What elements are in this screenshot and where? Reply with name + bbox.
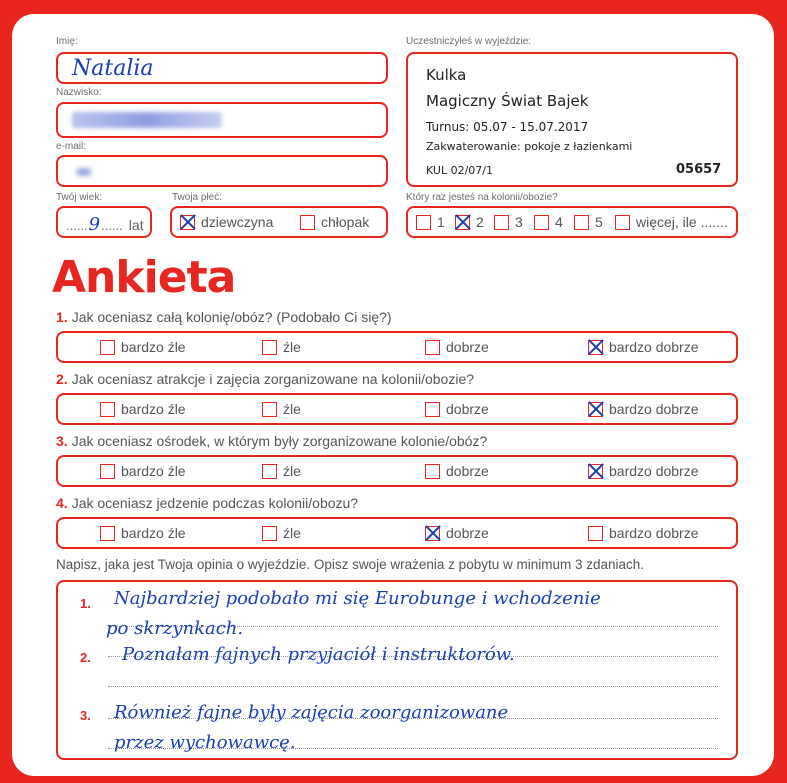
q2-option-1[interactable] xyxy=(100,401,186,417)
age-value: 9 xyxy=(88,214,101,235)
q2-checkbox-4[interactable] xyxy=(588,402,603,417)
question-3-num: 3. xyxy=(56,433,68,449)
answer-2-line-1: Poznałam fajnych przyjaciół i instruktorów. xyxy=(122,644,515,665)
question-4-label: Jak oceniasz jedzenie podczas kolonii/obozu? xyxy=(71,495,359,511)
answer-1-line-1: Najbardziej podobało mi się Eurobunge i wchodzenie xyxy=(114,588,601,609)
question-4-text xyxy=(56,495,358,511)
q3-checkbox-1[interactable] xyxy=(100,464,115,479)
q3-checkbox-2[interactable] xyxy=(262,464,277,479)
gender-option-boy[interactable] xyxy=(300,214,369,230)
q2-checkbox-1[interactable] xyxy=(100,402,115,417)
question-2-text xyxy=(56,371,474,387)
trip-number: 05657 xyxy=(676,162,722,177)
q2-checkbox-2[interactable] xyxy=(262,402,277,417)
question-3-answers xyxy=(56,455,738,487)
checkbox-boy[interactable] xyxy=(300,215,315,230)
q1-option-3-label: dobrze xyxy=(446,339,489,355)
email-field[interactable] xyxy=(56,155,388,187)
opinion-prompt: Napisz, jaka jest Twoja opinia o wyjeździe. Opisz swoje wrażenia z pobytu w minimum 3 zdaniach. xyxy=(56,557,645,572)
opinion-box[interactable] xyxy=(56,580,738,760)
email-label: e-mail: xyxy=(56,141,87,152)
q4-checkbox-4[interactable] xyxy=(588,526,603,541)
turnus-label: Turnus: xyxy=(426,120,470,134)
trip-company: Kulka xyxy=(426,66,467,84)
gender-boy-label: chłopak xyxy=(321,214,370,230)
answer-3-line-1: Również fajne były zajęcia zoorganizowane xyxy=(114,702,509,723)
question-2-answers xyxy=(56,393,738,425)
checkbox-times-3[interactable] xyxy=(494,215,509,230)
accom-label: Zakwaterowanie: xyxy=(426,140,521,153)
question-1-num: 1. xyxy=(56,309,68,325)
q1-checkbox-1[interactable] xyxy=(100,340,115,355)
q3-option-4-label: bardzo dobrze xyxy=(609,463,699,479)
question-2-label: Jak oceniasz atrakcje i zajęcia zorganizowane na kolonii/obozie? xyxy=(71,371,475,387)
times-2-label: 2 xyxy=(476,214,484,230)
times-option-4[interactable] xyxy=(534,214,563,230)
trip-label: Uczestniczyłeś w wyjeździe: xyxy=(406,36,532,47)
times-option-3[interactable] xyxy=(494,214,523,230)
turnus-value: 05.07 - 15.07.2017 xyxy=(473,120,589,134)
trip-info-box xyxy=(406,52,738,187)
question-4-answers xyxy=(56,517,738,549)
q1-option-1-label: bardzo źle xyxy=(121,339,186,355)
age-field[interactable] xyxy=(56,206,152,238)
surname-redacted xyxy=(72,112,222,128)
age-unit: lat xyxy=(128,217,144,233)
survey-sheet xyxy=(12,14,774,776)
q1-option-1[interactable] xyxy=(100,339,186,355)
question-3-label: Jak oceniasz ośrodek, w którym były zorganizowane kolonie/obóz? xyxy=(71,433,488,449)
q3-option-1[interactable] xyxy=(100,463,186,479)
q1-option-4[interactable] xyxy=(588,339,699,355)
q1-option-2-label: źle xyxy=(283,339,301,355)
times-5-label: 5 xyxy=(595,214,603,230)
email-redacted xyxy=(76,168,92,176)
q3-option-3-label: dobrze xyxy=(446,463,489,479)
surname-field[interactable] xyxy=(56,102,388,138)
age-label: Twój wiek: xyxy=(56,192,103,203)
q2-option-2[interactable] xyxy=(262,401,301,417)
question-3-text xyxy=(56,433,487,449)
q4-checkbox-1[interactable] xyxy=(100,526,115,541)
q1-option-4-label: bardzo dobrze xyxy=(609,339,699,355)
q4-option-1[interactable] xyxy=(100,525,186,541)
q1-option-2[interactable] xyxy=(262,339,301,355)
q4-option-1-label: bardzo źle xyxy=(121,525,186,541)
q4-option-3-label: dobrze xyxy=(446,525,489,541)
age-dots-before: ...... xyxy=(66,218,88,233)
surname-label: Nazwisko: xyxy=(56,87,102,98)
q1-checkbox-3[interactable] xyxy=(425,340,440,355)
checkbox-times-4[interactable] xyxy=(534,215,549,230)
gender-option-girl[interactable] xyxy=(180,214,273,230)
q4-checkbox-2[interactable] xyxy=(262,526,277,541)
times-field xyxy=(406,206,738,238)
q3-option-4[interactable] xyxy=(588,463,699,479)
trip-turnus xyxy=(426,120,588,134)
q2-option-4[interactable] xyxy=(588,401,699,417)
q1-option-3[interactable] xyxy=(425,339,489,355)
q3-option-2[interactable] xyxy=(262,463,301,479)
gender-girl-label: dziewczyna xyxy=(201,214,274,230)
times-label: Który raz jesteś na kolonii/obozie? xyxy=(406,192,558,203)
q4-option-2[interactable] xyxy=(262,525,301,541)
name-value: Natalia xyxy=(72,56,154,81)
checkbox-girl[interactable] xyxy=(180,215,195,230)
question-1-label: Jak oceniasz całą kolonię/obóz? (Podobało Ci się?) xyxy=(71,309,392,325)
answer-2-num: 2. xyxy=(80,650,91,665)
answer-1-line-2: po skrzynkach. xyxy=(106,618,244,639)
checkbox-times-2[interactable] xyxy=(455,215,470,230)
gender-field xyxy=(170,206,388,238)
q1-checkbox-2[interactable] xyxy=(262,340,277,355)
name-field[interactable] xyxy=(56,52,388,84)
q2-checkbox-3[interactable] xyxy=(425,402,440,417)
times-option-5[interactable] xyxy=(574,214,603,230)
answer-3-num: 3. xyxy=(80,708,91,723)
q4-checkbox-3[interactable] xyxy=(425,526,440,541)
q4-option-4-label: bardzo dobrze xyxy=(609,525,699,541)
checkbox-times-5[interactable] xyxy=(574,215,589,230)
q4-option-2-label: źle xyxy=(283,525,301,541)
age-dots-after: ...... xyxy=(101,218,123,233)
q4-option-3[interactable] xyxy=(425,525,489,541)
q2-option-2-label: źle xyxy=(283,401,301,417)
q3-checkbox-4[interactable] xyxy=(588,464,603,479)
answer-1-num: 1. xyxy=(80,596,91,611)
checkbox-times-more[interactable] xyxy=(615,215,630,230)
question-4-num: 4. xyxy=(56,495,68,511)
q2-option-3-label: dobrze xyxy=(446,401,489,417)
times-more-label: więcej, ile ....... xyxy=(636,214,728,230)
times-4-label: 4 xyxy=(555,214,563,230)
q3-checkbox-3[interactable] xyxy=(425,464,440,479)
accom-value: pokoje z łazienkami xyxy=(524,140,633,153)
q4-option-4[interactable] xyxy=(588,525,699,541)
times-3-label: 3 xyxy=(515,214,523,230)
checkbox-times-1[interactable] xyxy=(416,215,431,230)
trip-name: Magiczny Świat Bajek xyxy=(426,92,589,110)
times-option-more[interactable] xyxy=(615,214,728,230)
q3-option-2-label: źle xyxy=(283,463,301,479)
name-label: Imię: xyxy=(56,36,78,47)
age-line xyxy=(66,214,144,235)
q3-option-1-label: bardzo źle xyxy=(121,463,186,479)
survey-title: Ankieta xyxy=(52,252,236,303)
times-option-1[interactable] xyxy=(416,214,445,230)
trip-accommodation xyxy=(426,140,632,153)
q1-checkbox-4[interactable] xyxy=(588,340,603,355)
question-1-answers xyxy=(56,331,738,363)
answer-3-line-2: przez wychowawcę. xyxy=(114,732,296,753)
times-1-label: 1 xyxy=(437,214,445,230)
q2-option-1-label: bardzo źle xyxy=(121,401,186,417)
gender-label: Twoja płeć: xyxy=(172,192,223,203)
line-3 xyxy=(108,686,718,687)
q2-option-4-label: bardzo dobrze xyxy=(609,401,699,417)
question-1-text xyxy=(56,309,392,325)
q2-option-3[interactable] xyxy=(425,401,489,417)
q3-option-3[interactable] xyxy=(425,463,489,479)
question-2-num: 2. xyxy=(56,371,68,387)
times-option-2[interactable] xyxy=(455,214,484,230)
trip-code: KUL 02/07/1 xyxy=(426,164,493,177)
